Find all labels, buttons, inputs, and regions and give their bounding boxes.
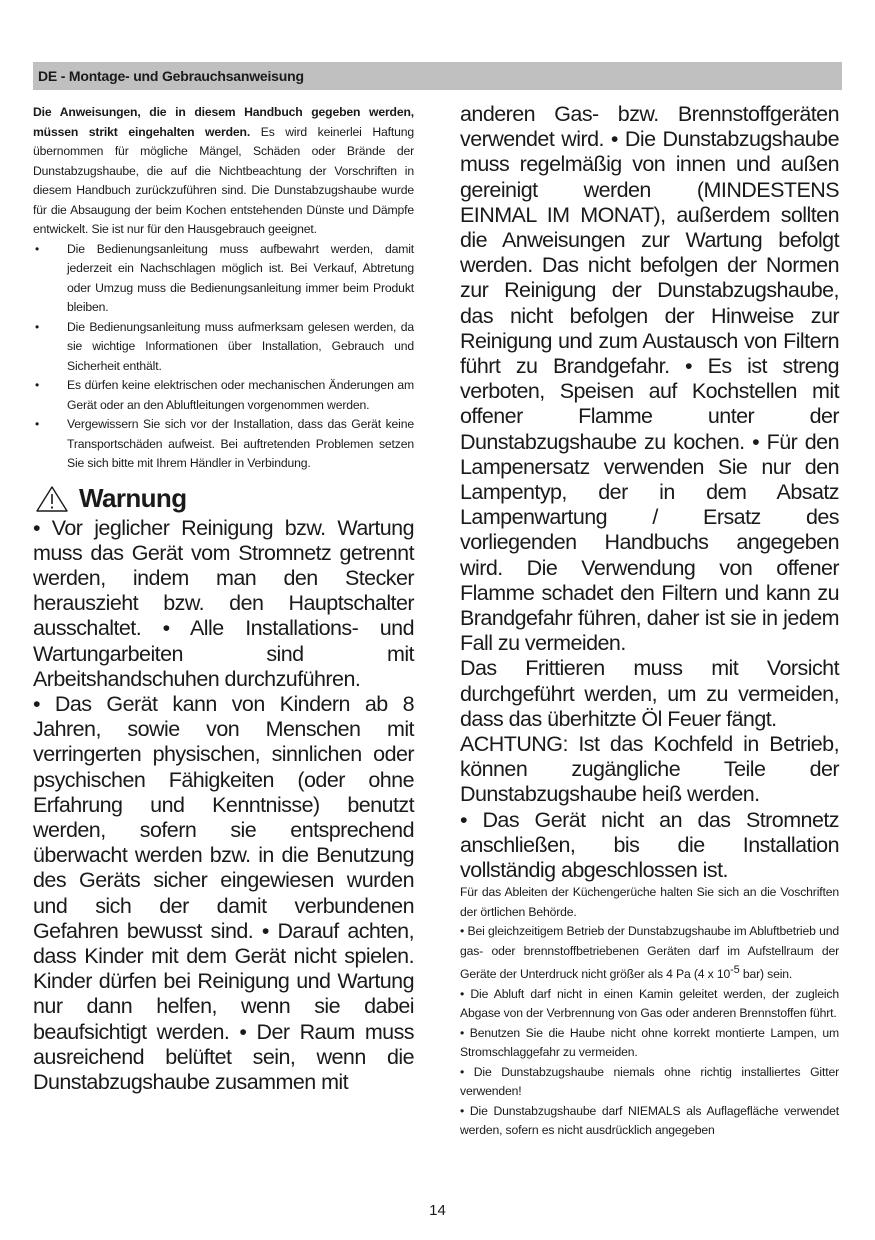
list-item	[33, 376, 414, 415]
right-paragraph-3: ACHTUNG: Ist das Kochfeld in Betrieb, können zugängliche Teile der Dunstabzugshaube heiß werden.	[460, 732, 839, 807]
intro-paragraph	[33, 103, 414, 240]
intro-text: Es wird keinerlei Haftung übernommen für mögliche Mängel, Schäden oder Brände der Dunstabzugshaube, die auf die Nichtbeachtung der Vorschriften in diesem Handbuch zurückzuführen sind. Die Dunstabzugshaube wurde für die Absaugung der beim Kochen entstehenden Dünste und Dämpfe entwickelt. Sie ist nur für den Hausgebrauch geeignet.	[33, 124, 414, 236]
section-header-bar	[33, 62, 842, 90]
right-small-paragraph-4: • Benutzen Sie die Haube nicht ohne korrekt montierte Lampen, um Stromschlaggefahr zu vermeiden.	[460, 1025, 839, 1060]
right-small-paragraph-3: • Die Abluft darf nicht in einen Kamin geleitet werden, der zugleich Abgase von der Verbrennung von Gas oder anderen Brennstoffen führt.	[460, 986, 839, 1021]
list-item	[33, 415, 414, 474]
right-small-paragraph-6: • Die Dunstabzugshaube darf NIEMALS als Auflagefläche verwendet werden, sofern es nicht ausdrücklich angegeben	[460, 1103, 839, 1138]
list-item	[33, 240, 414, 318]
section-title: DE - Montage- und Gebrauchsanweisung	[38, 68, 304, 84]
warning-triangle-icon	[35, 485, 69, 513]
warning-paragraph-1: • Vor jeglicher Reinigung bzw. Wartung muss das Gerät vom Stromnetz getrennt werden, indem man den Stecker herauszieht bzw. den Hauptschalter ausschaltet. • Alle Installations- und Wartungarbeiten sind mit Arbeitshandschuhen durchzuführen.	[33, 515, 414, 691]
right-small-paragraph-1: Für das Ableiten der Küchengerüche halten Sie sich an die Voschriften der örtlichen Behörde.	[460, 885, 839, 919]
bullet-glyph: •	[35, 378, 40, 392]
intro-bold-text: Die Anweisungen, die in diesem Handbuch gegeben werden, müssen strikt eingehalten werden.	[33, 105, 414, 139]
right-paragraph-1: anderen Gas- bzw. Brennstoffgeräten verwendet wird. • Die Dunstabzugshaube muss regelmäßig von innen und außen gereinigt werden (MINDESTENS EINMAL IM MONAT), außerdem sollten die Anweisungen zur Wartung befolgt werden. Das nicht befolgen der Normen zur Reinigung der Dunstabzugshaube, das nicht befolgen der Hinweise zur Reinigung und zum Austausch von Filtern führt zu Brandgefahr. • Es ist streng verboten, Speisen auf Kochstellen mit offener Flamme unter der Dunstabzugshaube zu kochen. • Für den Lampenersatz verwenden Sie nur den Lampentyp, der in dem Absatz Lampenwartung / Ersatz des vorliegenden Handbuchs angegeben wird. Die Verwendung von offener Flamme schadet den Filtern und kann zu Brandgefahr führen, daher ist sie in jedem Fall zu vermeiden.	[460, 102, 839, 656]
warning-title: Warnung	[79, 483, 187, 513]
right-small-paragraph-5: • Die Dunstabzugshaube niemals ohne richtig installiertes Gitter verwenden!	[460, 1064, 839, 1099]
page-number: 14	[429, 1202, 446, 1219]
warning-heading	[33, 482, 414, 516]
list-item-text: Es dürfen keine elektrischen oder mechanischen Änderungen am Gerät oder an den Abluftleitungen vorgenommen werden.	[67, 378, 414, 412]
right-paragraph-2: Das Frittieren muss mit Vorsicht durchgeführt werden, um zu vermeiden, dass das überhitzte Öl Feuer fängt.	[460, 656, 839, 731]
bullet-glyph: •	[35, 241, 40, 256]
left-column	[33, 103, 414, 1095]
list-item-text: Die Bedienungsanleitung muss aufmerksam gelesen werden, da sie wichtige Informationen über Installation, Gebrauch und Sicherheit enthält.	[67, 319, 414, 373]
list-item-text: Die Bedienungsanleitung muss aufbewahrt werden, damit jederzeit ein Nachschlagen möglich ist. Bei Verkauf, Abtretung oder Umzug muss die Bedienungsanleitung immer beim Produkt bleiben.	[67, 241, 414, 314]
bullet-glyph: •	[35, 319, 40, 334]
list-item-text: Vergewissern Sie sich vor der Installation, dass das Gerät keine Transportschäden aufweist. Bei auftretenden Problemen setzen Sie sich bitte mit Ihrem Händler in Verbindung.	[67, 417, 414, 470]
list-item	[33, 318, 414, 377]
pressure-text-end: bar) sein.	[739, 967, 793, 982]
right-column	[460, 102, 839, 1141]
exponent: -5	[730, 964, 740, 977]
right-paragraph-4: • Das Gerät nicht an das Stromnetz anschließen, bis die Installation vollständig abgeschlossen ist.	[460, 807, 839, 883]
bullet-glyph: •	[35, 417, 40, 431]
right-small-paragraph-2	[460, 922, 839, 985]
warning-paragraph-2: • Das Gerät kann von Kindern ab 8 Jahren, sowie von Menschen mit verringerten physischen, sinnlichen oder psychischen Fähigkeiten (oder ohne Erfahrung und Kenntnisse) benutzt werden, sofern sie entsprechend überwacht werden bzw. in die Benutzung des Geräts sicher eingewiesen wurden und sich der damit verbundenen Gefahren bewusst sind. • Darauf achten, dass Kinder mit dem Gerät nicht spielen. Kinder dürfen bei Reinigung und Wartung nur dann helfen, wenn sie dabei beaufsichtigt werden. • Der Raum muss ausreichend belüftet sein, wenn die Dunstabzugshaube zusammen mit	[33, 691, 414, 1094]
pressure-text: • Bei gleichzeitigem Betrieb der Dunstabzugshaube im Abluftbetrieb und gas- oder brennstoffbetriebenen Geräten darf im Aufstellraum der Geräte der Unterdruck nicht größer als 4 Pa (4 x 10	[460, 924, 839, 982]
